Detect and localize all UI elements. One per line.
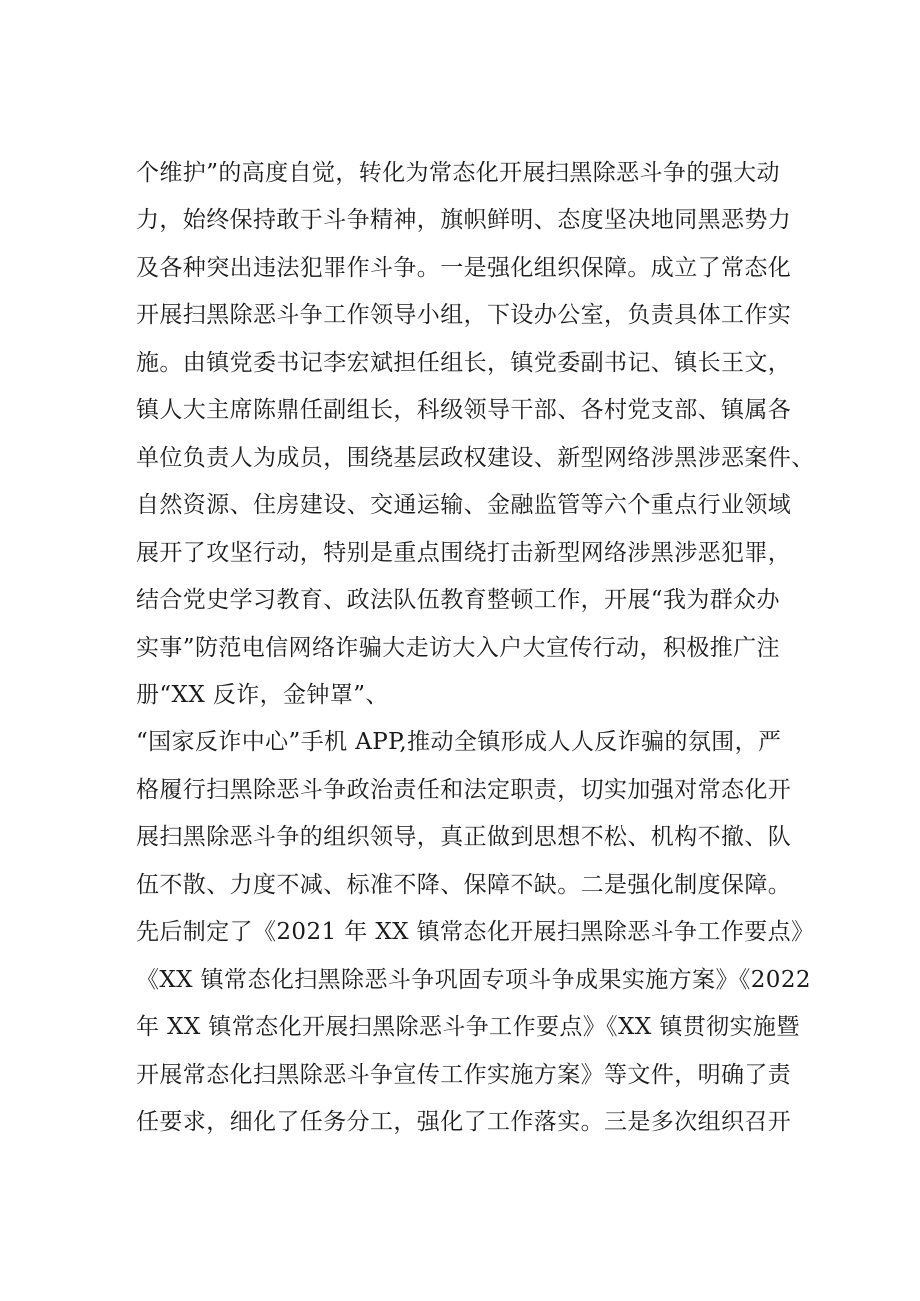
text-line: “国家反诈中心”手机 APP,推动全镇形成人人反诈骗的氛围，严 [136,729,782,755]
text-line: 先后制定了《2021 年 XX 镇常态化开展扫黑除恶斗争工作要点》 [136,919,815,945]
text-line: 镇人大主席陈鼎任副组长，科级领导干部、各村党支部、镇属各 [136,397,792,423]
text-line: 力，始终保持敢于斗争精神，旗帜鲜明、态度坚决地同黑恶势力 [136,207,792,233]
text-line: 实事”防范电信网络诈骗大走访大入户大宣传行动，积极推广注 [136,635,780,661]
text-line: 施。由镇党委书记李宏斌担任组长，镇党委副书记、镇长王文， [136,350,792,376]
text-line: 展扫黑除恶斗争的组织领导，真正做到思想不松、机构不撤、队 [136,824,792,850]
text-line: 展开了攻坚行动，特别是重点围绕打击新型网络涉黑涉恶犯罪， [136,540,792,566]
text-line: 任要求，细化了任务分工，强化了工作落实。三是多次组织召开 [136,1109,792,1135]
text-line: 自然资源、住房建设、交通运输、金融监管等六个重点行业领域 [136,492,792,518]
text-line: 及各种突出违法犯罪作斗争。一是强化组织保障。成立了常态化 [136,255,792,281]
text-line: 开展扫黑除恶斗争工作领导小组，下设办公室，负责具体工作实 [136,302,792,328]
text-line: 单位负责人为成员，围绕基层政权建设、新型网络涉黑涉恶案件、 [136,445,815,471]
text-line: 结合党史学习教育、政法队伍教育整顿工作，开展“我为群众办 [136,587,780,613]
text-line: 个维护”的高度自觉，转化为常态化开展扫黑除恶斗争的强大动 [136,160,780,186]
text-line: 年 XX 镇常态化开展扫黑除恶斗争工作要点》《XX 镇贯彻实施暨 [136,1014,800,1040]
text-line: 《XX 镇常态化扫黑除恶斗争巩固专项斗争成果实施方案》《2022 [136,967,811,993]
text-line: 开展常态化扫黑除恶斗争宣传工作实施方案》等文件，明确了责 [136,1062,792,1088]
text-line: 伍不散、力度不减、标准不降、保障不缺。二是强化制度保障。 [136,872,792,898]
text-line: 册“XX 反诈，金钟罩”、 [136,682,389,708]
text-line: 格履行扫黑除恶斗争政治责任和法定职责，切实加强对常态化开 [136,777,792,803]
